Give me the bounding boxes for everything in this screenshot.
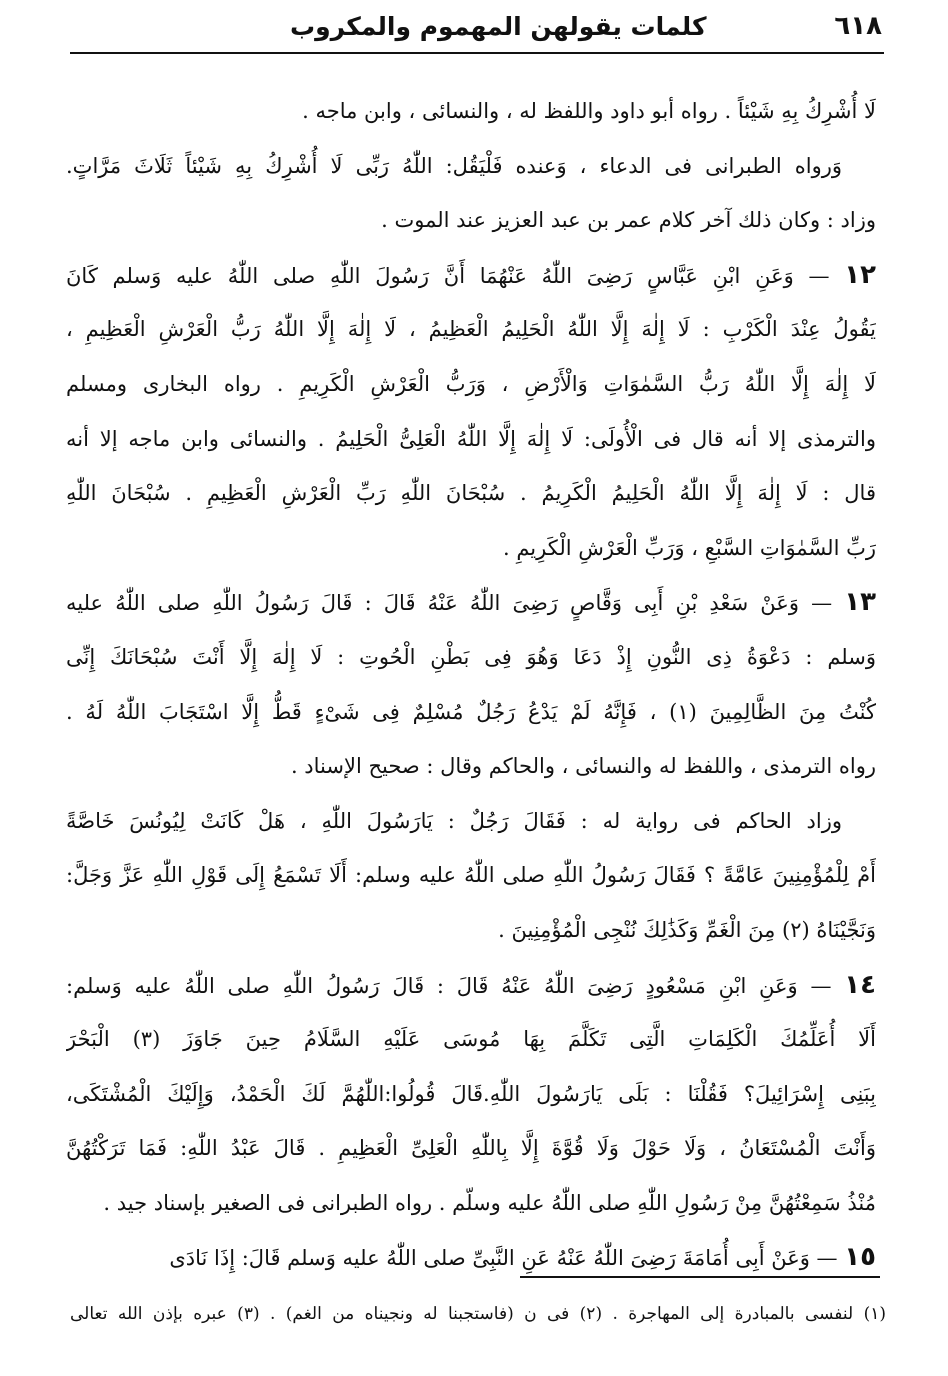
footnotes: (١) لنفسى بالمبادرة إلى المهاجرة . (٢) فى ن (فاستجبنا له ونجيناه من الغم) . (٣) عبره بإذن الله تعالى — [70, 1304, 886, 1324]
line-text: — وَعَنْ سَعْدِ بْنِ أَبِى وَقَّاصٍ رَضِىَ اللّٰهُ عَنْهُ قَالَ : قَالَ رَسُولُ اللّٰهِ صلى اللّٰهُ عليه — [66, 591, 833, 616]
text-line — [66, 848, 876, 903]
text-line — [66, 739, 876, 794]
line-text: يَقُولُ عِنْدَ الْكَرْبِ : لَا إِلٰهَ إِلَّا اللّٰهُ الْحَلِيمُ الْعَظِيمُ ، لَا إِلٰهَ إِلَّا اللّٰهُ رَبُّ الْعَرْشِ الْعَظِيمِ ، — [66, 317, 876, 342]
text-line — [66, 794, 876, 849]
line-text: لَا إِلٰهَ إِلَّا اللّٰهُ رَبُّ السَّمٰوَاتِ وَالْأَرْضِ ، وَرَبُّ الْعَرْشِ الْكَرِيمِ . رواه البخارى ومسلم — [66, 371, 876, 396]
line-text: وَرواه الطبرانى فى الدعاء ، وَعنده فَلْيَقُل: اللّٰهُ رَبِّى لَا أُشْرِكُ بِهِ شَيْئاً ثَلَاثَ مَرَّاتٍ. — [66, 153, 842, 178]
text-line — [66, 466, 876, 521]
hadith-number: ١٣ — [844, 587, 876, 618]
page-number: ٦١٨ — [834, 11, 882, 41]
page-header — [70, 4, 888, 48]
line-text: بِبَنِى إِسْرَائِيلَ؟ فَقُلْنَا : بَلَى يَارَسُولَ اللّٰهِ.قَالَ قُولُوا:اللّٰهُمَّ لَكَ الْحَمْدُ، وَإِلَيْكَ الْمُشْتَكَى، — [66, 1081, 876, 1106]
line-text: لَا أُشْرِكُ بِهِ شَيْئاً . رواه أبو داود واللفظ له ، والنسائى ، وابن ماجه . — [302, 99, 876, 123]
paragraph — [66, 84, 876, 139]
text-line — [66, 958, 876, 1013]
text-line — [66, 521, 876, 576]
line-text: أَلَا أُعَلِّمُكَ الْكَلِمَاتِ الَّتِى تَكَلَّمَ بِهَا مُوسَى عَلَيْهِ السَّلَامُ حِينَ جَاوَزَ (٣) الْبَحْرَ — [66, 1027, 876, 1052]
hadith-number: ١٢ — [844, 259, 876, 290]
paragraph — [66, 248, 876, 576]
text-line — [66, 575, 876, 630]
line-text: أَمْ لِلْمُؤْمِنِينَ عَامَّةً ؟ فَقَالَ رَسُولُ اللّٰهِ صلى اللّٰهُ عليه وسلم: أَلَا تَسْمَعُ إِلَى قَوْلِ اللّٰهِ عَزَّ وَجَلَّ: — [66, 863, 876, 888]
text-line — [66, 1121, 876, 1176]
line-text: وزاد الحاكم فى رواية له : فَقَالَ رَجُلٌ : يَارَسُولَ اللّٰهِ ، هَلْ كَانَتْ لِيُونُسَ خَاصَّةً — [66, 808, 842, 833]
text-line — [66, 685, 876, 740]
line-text: كُنْتُ مِنَ الظَّالِمِينَ (١) ، فَإِنَّهُ لَمْ يَدْعُ رَجُلٌ مُسْلِمٌ فِى شَىْءٍ قَطُّ إِلَّا اسْتَجَابَ اللّٰهُ لَهُ . — [66, 699, 876, 724]
line-text: وَأَنْتَ الْمُسْتَعَانُ ، وَلَا حَوْلَ وَلَا قُوَّةَ إِلَّا بِاللّٰهِ الْعَلِىِّ الْعَظِيمِ . قَالَ عَبْدُ اللّٰهِ: فَمَا تَرَكْتُهُنَّ — [66, 1136, 876, 1161]
line-text: قال : لَا إِلٰهَ إِلَّا اللّٰهُ الْحَلِيمُ الْكَرِيمُ . سُبْحَانَ اللّٰهِ رَبِّ الْعَرْشِ الْعَظِيمِ . سُبْحَانَ اللّٰهِ — [66, 481, 876, 506]
paragraph — [66, 139, 876, 248]
paragraph — [66, 794, 876, 958]
body-text — [66, 84, 876, 1285]
paragraph — [66, 958, 876, 1231]
header-rule — [70, 52, 884, 54]
text-line — [66, 630, 876, 685]
hadith-number: ١٤ — [844, 969, 876, 1000]
text-line — [66, 193, 876, 248]
text-line — [66, 412, 876, 467]
text-line — [66, 84, 876, 139]
line-text: رَبِّ السَّمٰوَاتِ السَّبْعِ ، وَرَبِّ الْعَرْشِ الْكَرِيمِ . — [502, 535, 876, 560]
hadith-number: ١٥ — [844, 1242, 876, 1273]
line-text: رواه الترمذى ، واللفظ له والنسائى ، والحاكم وقال : صحيح الإسناد . — [290, 754, 876, 779]
line-text: — وَعَنْ أَبِى أُمَامَةَ رَضِىَ اللّٰهُ عَنْهُ عَنِ النَّبِىِّ صلى اللّٰهُ عليه وَسلم قَالَ: إِذَا نَادَى — [169, 1246, 838, 1271]
text-line — [66, 248, 876, 303]
line-text: — وَعَنِ ابْنِ مَسْعُودٍ رَضِىَ اللّٰهُ عَنْهُ قَالَ : قَالَ رَسُولُ اللّٰهِ صلى اللّٰهُ عليه وَسلم: — [66, 973, 832, 998]
text-line — [66, 139, 876, 194]
text-line — [66, 357, 876, 412]
line-text: وزاد : وكان ذلك آخر كلام عمر بن عبد العزيز عند الموت . — [381, 208, 876, 233]
line-text: وَنَجَّيْنَاهُ (٢) مِنَ الْغَمِّ وَكَذَٰلِكَ نُنْجِى الْمُؤْمِنِينَ . — [498, 917, 876, 942]
line-text: — وَعَنِ ابْنِ عَبَّاسٍ رَضِىَ اللّٰهُ عَنْهُمَا أَنَّ رَسُولَ اللّٰهِ صلى اللّٰهُ عليه وَسلم كَانَ — [66, 263, 830, 288]
line-text: والترمذى إلا أنه قال فى الْأُولَى: لَا إِلٰهَ إِلَّا اللّٰهُ الْعَلِىُّ الْحَلِيمُ . والنسائى وابن ماجه إلا أنه — [66, 426, 876, 451]
text-line — [66, 1067, 876, 1122]
text-line — [66, 1176, 876, 1231]
line-text: وَسلم : دَعْوَةُ ذِى النُّونِ إِذْ دَعَا وَهُوَ فِى بَطْنِ الْحُوتِ : لَا إِلٰهَ إِلَّا أَنْتَ سُبْحَانَكَ إِنِّى — [66, 644, 876, 669]
running-title: كلمات يقولهن المهموم والمكروب — [290, 11, 707, 41]
text-line — [66, 1012, 876, 1067]
text-line — [66, 903, 876, 958]
footnote-rule — [520, 1276, 880, 1278]
text-line — [66, 302, 876, 357]
line-text: مُنْذُ سَمِعْتُهُنَّ مِنْ رَسُولِ اللّٰهِ صلى اللّٰهُ عليه وسلّم . رواه الطبرانى فى الصغير بإسناد جيد . — [103, 1190, 876, 1215]
paragraph — [66, 575, 876, 793]
